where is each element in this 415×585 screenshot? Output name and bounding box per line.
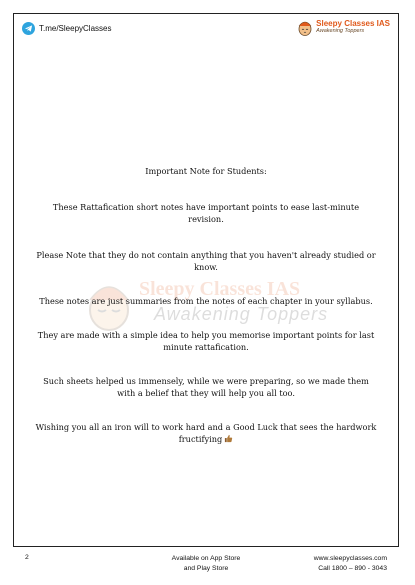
- telegram-link[interactable]: [22, 22, 111, 35]
- brand-name: Sleepy Classes IAS: [316, 18, 390, 28]
- thumbs-up-icon: [224, 434, 233, 443]
- note-paragraph: Please Note that they do not contain anything that you haven't already studied or know.: [36, 250, 376, 272]
- stores-line-1: Available on App Store: [171, 555, 241, 562]
- note-closing-paragraph: [34, 422, 378, 446]
- note-paragraph: They are made with a simple idea to help you memorise important points for last minute rattafication.: [37, 330, 375, 352]
- page-number: 2: [25, 554, 29, 561]
- page-frame: [13, 13, 399, 547]
- watermark-name: Sleepy Classes IAS: [139, 278, 301, 300]
- note-paragraph: These Rattafication short notes have important points to ease last-minute revision.: [52, 202, 360, 224]
- brand-logo-block: [297, 18, 390, 36]
- telegram-label: T.me/SleepyClasses: [39, 24, 112, 33]
- closing-text: Wishing you all an iron will to work hard and a Good Luck that sees the hardwork fructifying: [35, 422, 377, 444]
- note-paragraph: These notes are just summaries from the notes of each chapter in your syllabus.: [39, 296, 373, 306]
- telegram-icon: [22, 22, 35, 35]
- page-footer: [13, 552, 399, 578]
- sleeping-owl-logo-icon: [297, 18, 313, 36]
- note-title: Important Note for Students:: [145, 166, 267, 176]
- note-paragraph: Such sheets helped us immensely, while we were preparing, so we made them with a belief that they will help you all too.: [43, 376, 369, 398]
- brand-tagline: Awakening Toppers: [316, 27, 365, 34]
- phone-number: Call 1800 – 890 - 3043: [318, 565, 387, 573]
- website-link[interactable]: www.sleepyclasses.com: [313, 555, 387, 562]
- page-header: [14, 14, 398, 44]
- contact-info: [314, 554, 387, 574]
- watermark-tagline: Awakening Toppers: [154, 304, 329, 324]
- stores-line-2: and Play Store: [183, 565, 229, 573]
